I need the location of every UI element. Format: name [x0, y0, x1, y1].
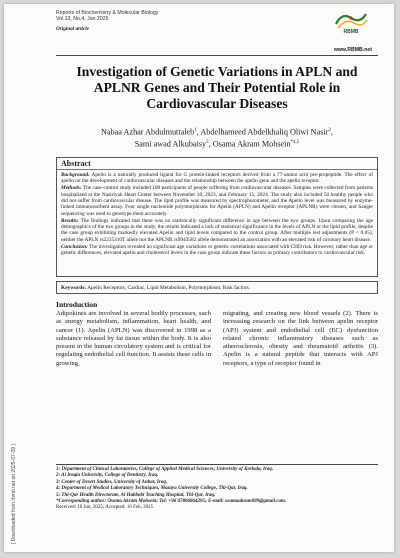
author-name: , Abdelhameed Abdelkhaliq Oliwi Nasir	[196, 127, 329, 137]
author-name: , Osama Akram Mohsein	[208, 140, 291, 150]
svg-text:RBMB: RBMB	[343, 29, 359, 34]
abstract-results: Results: The findings indicated that there was no statistically significant difference in age between the two groups. Upon comparing the age demographics of the two groups in the study, the results indicated a lack of statistical significance in the levels of APLN or the lipid profile, despite the case group exhibiting markedly elevated Apelin and lipid levels compared to the control group. After multiple test adjustments (P < 0.05), neither the APLN rs2235310T allele nor the APLNR rs9943582 allele demonstrated an association with an elevated risk of coronary heart disease.	[61, 217, 373, 243]
abstract-background: Background: Apelin is a naturally produced ligand for G protein-linked receptors derived from a 77-amino acid pre-propeptide. The effect of apelin on the development of cardiovascular diseases and the relationship between the apelin gene and the apelin receptor.	[61, 172, 373, 185]
abstract-methods: Methods: The case-control study included 100 participants of people suffering from cardiovascular diseases. Samples were collected from patients hospitalized at the Nasiriyah Heart Center between November 10, 2023, and February 15, 2024. The study also included 50 healthy people who did not suffer from cardiovascular disease. The lipid profile was measured by spectrophotometer, and the Apelin level was measured by enzyme-linked immunosorbent assay. Four single nucleotide polymorphisms for Apelin (APLN) and Apelin receptor (APLNR) were chosen, and Sanger sequencing was used to genotype them accurately.	[61, 185, 373, 217]
abstract-body	[57, 170, 377, 259]
received-date: Received: 10 Jun, 2025; Accepted: 16 Feb, 2025	[56, 505, 154, 511]
journal-issue: Vol.13, No.4, Jan 2025	[56, 16, 109, 23]
footnote: 2: Al Iraqia University, College of Dentistry, Iraq.	[56, 473, 159, 479]
journal-header	[56, 10, 376, 53]
header-rule	[56, 55, 378, 56]
article-page	[4, 4, 394, 552]
footnote: 4: Department of Medical Laboratory Techniques, Mazaya University College, Thi-Qar, Iraq.	[56, 486, 248, 492]
keywords-box	[56, 281, 378, 294]
introduction-heading: Introduction	[56, 300, 98, 309]
footnote: 1: Department of Clinical Laboratories, College of Applied Medical Sciences, University of Kerbala, Iraq.	[56, 467, 274, 472]
author-list: Nabaa Azhar Abdulmuttaleb$^1$, Abdelhameed Abdelkhaliq Oliwi Nasir$^2$, Sami awad Alkubaisy$^3$, Osama Akram Mohsein$^{*4,5}$	[101, 127, 333, 150]
journal-name: Reports of Biochemistry & Molecular Biology	[56, 10, 159, 16]
corresponding-author: *Corresponding author: Osama Akram Mohsein; Tel: +96 47806864295; E-mail: osamaakram889@gmail.com.	[56, 499, 287, 505]
abstract-conclusion: Conclusion: The investigation revealed no significant age variations or genetic correlations associated with CHD risk. However, rather than age or genetic differences, elevated apelin and cholesterol levels in the case group indicate these factors as primary contributors to cardiovascular risk.	[61, 243, 373, 256]
keywords-label: Keywords:	[61, 284, 87, 291]
rbmb-logo	[332, 10, 370, 34]
article-type: Original article	[56, 25, 89, 32]
footnote: 5: Thi-Qar Health Directorate, Al Habbobi Teaching Hospital, Thi-Qar, Iraq.	[56, 492, 216, 498]
author-name: Nabaa Azhar Abdulmuttaleb	[101, 127, 195, 137]
author-name: Sami awad Alkubaisy	[134, 140, 207, 150]
footnote: 3: Center of Desert Studies, University of Anbar, Iraq.	[56, 479, 168, 485]
affiliations-footnotes	[56, 464, 378, 512]
abstract-box	[56, 157, 378, 277]
introduction-left-column: Adipokines are involved in several bodily processes, such as energy metabolism, inflammation, heart health, and cancer (1). Apelin (APLN) was discovered in 1998 as a substance released by fat tissue within the body. It is also present in the human circulatory system and is critical for regulating endothelial cell function. It assists these cells in growing,	[56, 310, 211, 367]
introduction-right-column: migrating, and creating new blood vessels (2). There is increasing research on the link between apelin receptor (APJ) system and endothelial cell (EC) dysfunction related chronic inflammatory diseases such as atherosclerosis, obesity and rheumatoid arthritis (3). Apelin is a natural peptide that interacts with APJ receptors, a type of receptor found in	[223, 310, 378, 367]
article-title: Investigation of Genetic Variations in APLN and APLNR Genes and Their Potential Role in Cardiovascular Diseases	[76, 64, 358, 111]
keywords-text: Apelin Receptors, Cardiac, Lipid Metabolism, Polymorphism, Risk factors.	[86, 284, 251, 291]
abstract-heading: Abstract	[57, 158, 377, 170]
download-watermark: [ Downloaded from rbmb.net on 2025-07-09 ]	[11, 444, 17, 544]
journal-website[interactable]: www.RBMB.net	[333, 47, 372, 53]
